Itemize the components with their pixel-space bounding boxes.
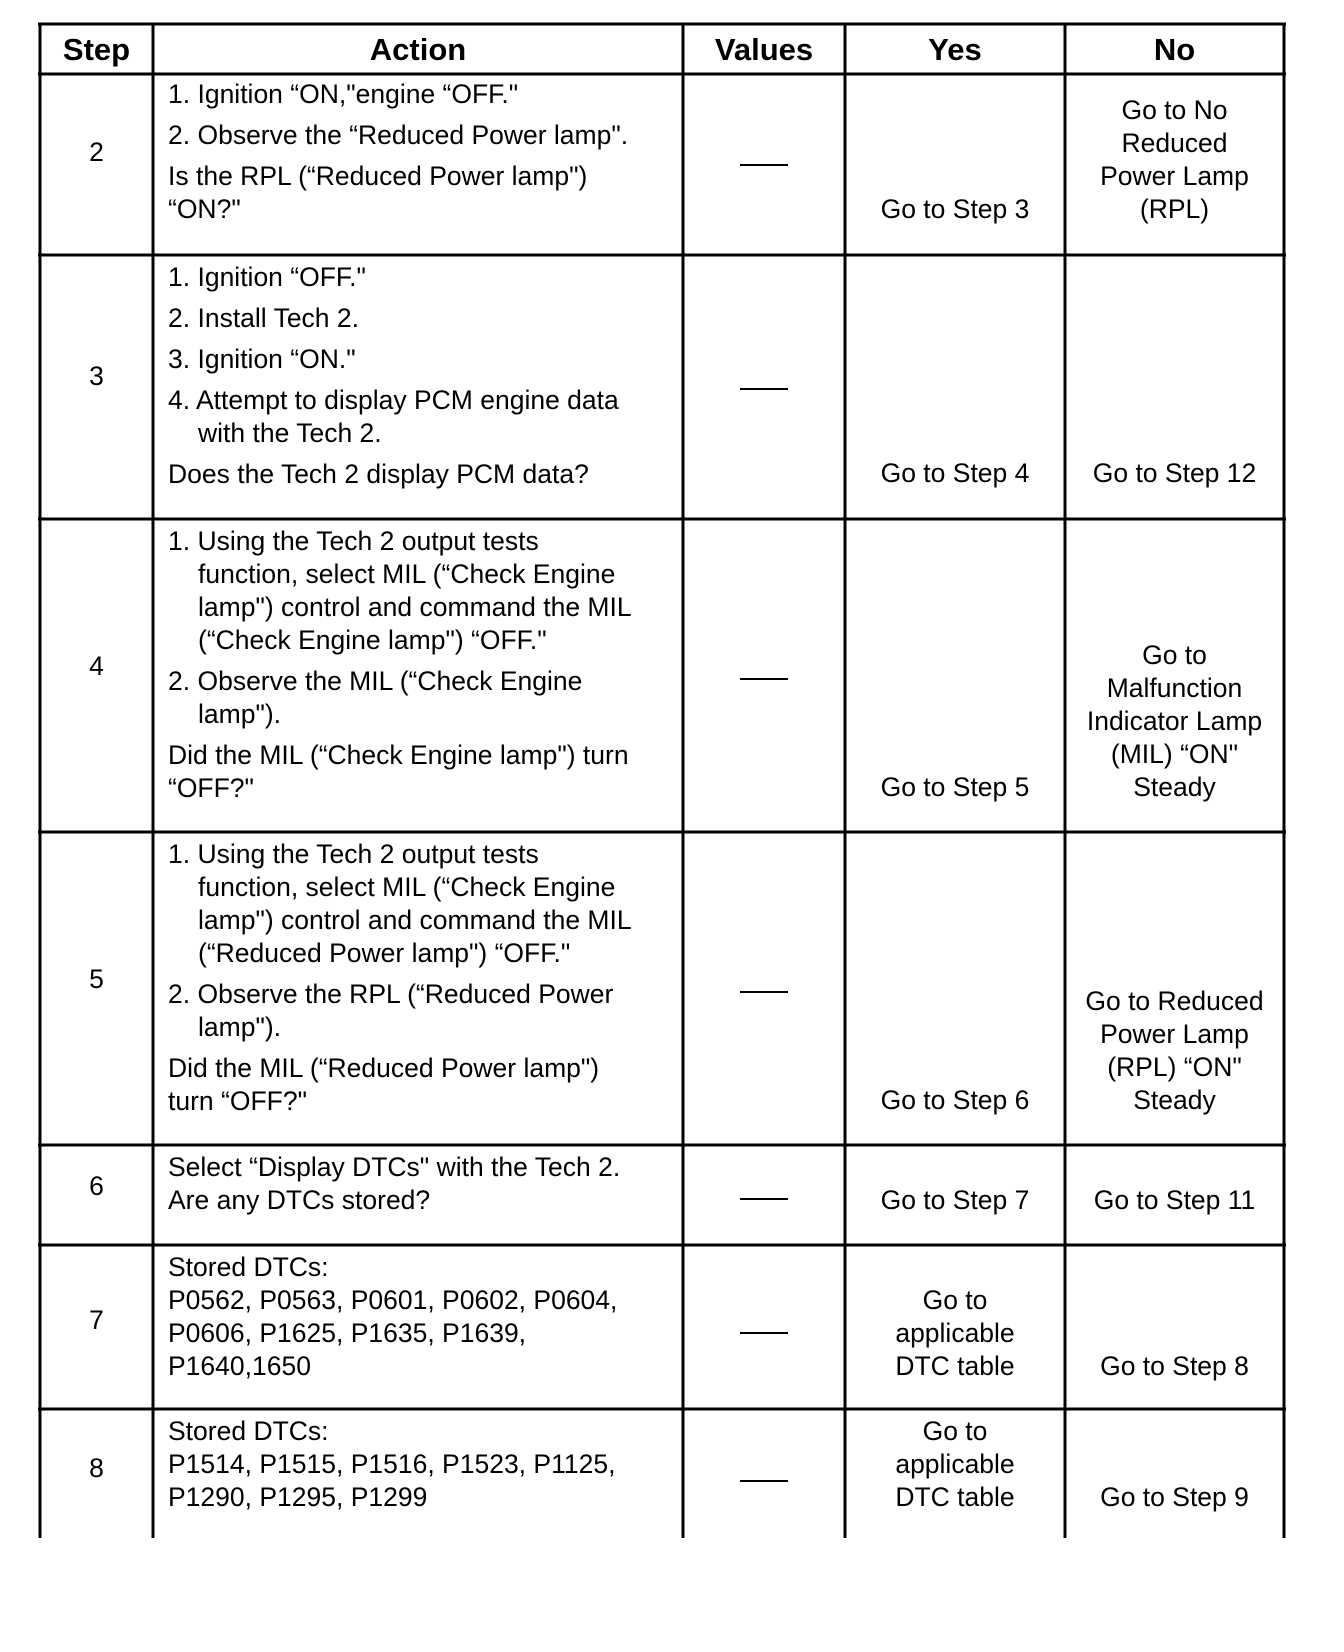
yes-line: Go to bbox=[922, 1416, 988, 1446]
action-line: P1514, P1515, P1516, P1523, P1125, bbox=[168, 1449, 616, 1479]
yes-cell bbox=[845, 1184, 1065, 1217]
step-number: 5 bbox=[89, 964, 104, 994]
step-number: 7 bbox=[89, 1305, 104, 1335]
no-cell bbox=[1065, 1184, 1284, 1217]
action-line: 4. Attempt to display PCM engine data bbox=[168, 385, 619, 415]
action-line: 1. Ignition “ON,"engine “OFF." bbox=[168, 79, 519, 109]
yes-cell bbox=[845, 1084, 1065, 1117]
action-line: 2. Observe the MIL (“Check Engine bbox=[168, 666, 583, 696]
yes-line: Go to Step 7 bbox=[880, 1185, 1030, 1215]
yes-line: DTC table bbox=[895, 1482, 1015, 1512]
action-line: function, select MIL (“Check Engine bbox=[198, 559, 616, 589]
yes-line: Go to Step 4 bbox=[880, 458, 1030, 488]
action-cell bbox=[168, 78, 678, 226]
yes-line: applicable bbox=[895, 1318, 1015, 1348]
action-line: with the Tech 2. bbox=[198, 418, 382, 448]
step-number: 4 bbox=[89, 651, 104, 681]
action-cell bbox=[168, 261, 678, 491]
step-number: 8 bbox=[89, 1453, 104, 1483]
action-line: lamp") control and command the MIL bbox=[198, 905, 632, 935]
values-dash bbox=[740, 1198, 788, 1200]
values-dash bbox=[740, 991, 788, 993]
yes-cell bbox=[845, 1415, 1065, 1514]
values-dash bbox=[740, 164, 788, 166]
no-line: Indicator Lamp bbox=[1086, 706, 1263, 736]
no-cell bbox=[1065, 1481, 1284, 1514]
no-line: (MIL) “ON" bbox=[1110, 739, 1239, 769]
no-cell bbox=[1065, 639, 1284, 804]
header-no: No bbox=[1153, 32, 1196, 67]
yes-line: Go to Step 3 bbox=[880, 194, 1030, 224]
yes-line: DTC table bbox=[895, 1351, 1015, 1381]
header-yes: Yes bbox=[928, 32, 982, 67]
no-cell bbox=[1065, 1350, 1284, 1383]
no-line: Go to bbox=[1142, 640, 1207, 670]
action-line: Is the RPL (“Reduced Power lamp") bbox=[168, 161, 588, 191]
action-cell bbox=[168, 838, 678, 1118]
action-line: lamp"). bbox=[198, 699, 282, 729]
header-step: Step bbox=[62, 32, 131, 67]
no-line: Power Lamp bbox=[1100, 1019, 1249, 1049]
no-line: Go to Step 11 bbox=[1093, 1185, 1256, 1215]
no-line: Go to Step 8 bbox=[1100, 1351, 1249, 1381]
action-line: (“Reduced Power lamp") “OFF." bbox=[198, 938, 571, 968]
action-line: 2. Observe the “Reduced Power lamp". bbox=[168, 120, 629, 150]
action-cell bbox=[168, 1415, 678, 1514]
yes-line: Go to Step 6 bbox=[880, 1085, 1030, 1115]
yes-cell bbox=[845, 1284, 1065, 1383]
no-line: Malfunction bbox=[1106, 673, 1243, 703]
action-line: 1. Using the Tech 2 output tests bbox=[168, 526, 539, 556]
values-dash bbox=[740, 678, 788, 680]
action-cell bbox=[168, 525, 678, 805]
action-line: 3. Ignition “ON." bbox=[168, 344, 356, 374]
action-line: P0562, P0563, P0601, P0602, P0604, bbox=[168, 1285, 618, 1315]
action-line: P1290, P1295, P1299 bbox=[168, 1482, 428, 1512]
action-line: lamp"). bbox=[198, 1012, 282, 1042]
no-line: Go to Step 12 bbox=[1092, 458, 1257, 488]
no-cell bbox=[1065, 457, 1284, 490]
values-dash bbox=[740, 1332, 788, 1334]
yes-cell bbox=[845, 193, 1065, 226]
action-line: Does the Tech 2 display PCM data? bbox=[168, 459, 589, 489]
step-number: 6 bbox=[89, 1171, 104, 1201]
yes-cell bbox=[845, 771, 1065, 804]
no-line: Go to Reduced bbox=[1085, 986, 1264, 1016]
action-line: “ON?" bbox=[168, 194, 241, 224]
action-line: Did the MIL (“Check Engine lamp") turn bbox=[168, 740, 629, 770]
yes-line: applicable bbox=[895, 1449, 1015, 1479]
action-line: P1640,1650 bbox=[168, 1351, 311, 1381]
action-line: function, select MIL (“Check Engine bbox=[198, 872, 616, 902]
no-line: Go to No bbox=[1121, 95, 1228, 125]
yes-line: Go to Step 5 bbox=[880, 772, 1030, 802]
step-number: 2 bbox=[89, 137, 104, 167]
action-line: P0606, P1625, P1635, P1639, bbox=[168, 1318, 527, 1348]
action-line: 1. Using the Tech 2 output tests bbox=[168, 839, 539, 869]
no-line: Power Lamp bbox=[1100, 161, 1249, 191]
action-cell bbox=[168, 1151, 678, 1217]
action-line: “OFF?" bbox=[168, 773, 254, 803]
yes-cell bbox=[845, 457, 1065, 490]
values-dash bbox=[740, 388, 788, 390]
action-line: Stored DTCs: bbox=[168, 1252, 329, 1282]
action-line: Select “Display DTCs" with the Tech 2. bbox=[168, 1152, 621, 1182]
no-cell bbox=[1065, 985, 1284, 1117]
action-line: 2. Install Tech 2. bbox=[168, 303, 360, 333]
values-dash bbox=[740, 1480, 788, 1482]
action-line: 1. Ignition “OFF." bbox=[168, 262, 366, 292]
header-action: Action bbox=[369, 32, 467, 67]
action-line: 2. Observe the RPL (“Reduced Power bbox=[168, 979, 614, 1009]
no-line: (RPL) bbox=[1139, 194, 1210, 224]
action-line: lamp") control and command the MIL bbox=[198, 592, 632, 622]
action-line: Did the MIL (“Reduced Power lamp") bbox=[168, 1053, 600, 1083]
action-line: (“Check Engine lamp") “OFF." bbox=[198, 625, 547, 655]
header-values: Values bbox=[714, 32, 814, 67]
action-line: Are any DTCs stored? bbox=[168, 1185, 431, 1215]
no-line: Steady bbox=[1133, 772, 1216, 802]
action-line: Stored DTCs: bbox=[168, 1416, 329, 1446]
action-cell bbox=[168, 1251, 678, 1383]
no-line: Go to Step 9 bbox=[1100, 1482, 1249, 1512]
no-cell bbox=[1065, 94, 1284, 226]
no-line: Steady bbox=[1133, 1085, 1216, 1115]
no-line: Reduced bbox=[1121, 128, 1228, 158]
step-number: 3 bbox=[89, 361, 104, 391]
action-line: turn “OFF?" bbox=[168, 1086, 307, 1116]
no-line: (RPL) “ON" bbox=[1107, 1052, 1242, 1082]
yes-line: Go to bbox=[922, 1285, 988, 1315]
